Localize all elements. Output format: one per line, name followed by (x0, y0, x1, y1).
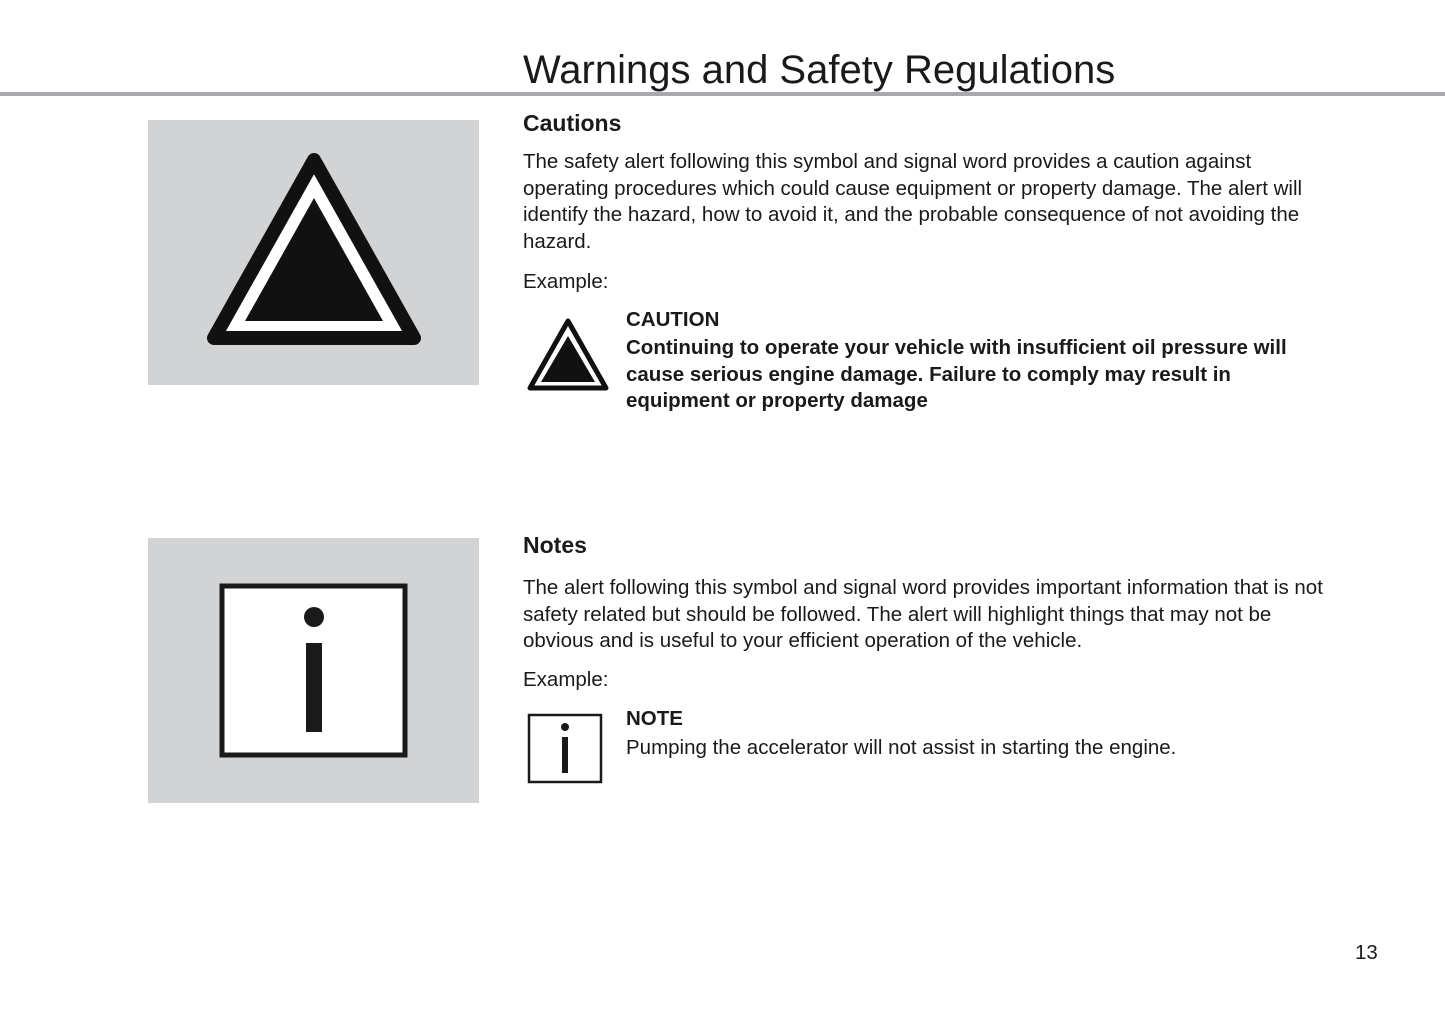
notes-heading: Notes (523, 532, 587, 558)
notes-example-label: Example: (523, 668, 609, 691)
information-icon (148, 538, 479, 803)
caution-example-text: Continuing to operate your vehicle with insufficient oil pressure will cause serious engine damage. Failure to comply may result in equipment or property damage (626, 336, 1287, 413)
notes-description: The alert following this symbol and signal word provides important information that is not safety related but should be followed. The alert will highlight things that may not be obvious and is useful to your efficient operation of the vehicle. (523, 576, 1323, 653)
title-divider (0, 92, 1445, 96)
cautions-example-label: Example: (523, 270, 609, 293)
cautions-description: The safety alert following this symbol and signal word provides a caution against operating procedures which could cause equipment or property damage. The alert will identify the hazard, how to avoid it, and the probable consequence of not avoiding the hazard. (523, 150, 1303, 254)
page-title: Warnings and Safety Regulations (523, 48, 1116, 92)
cautions-heading: Cautions (523, 110, 622, 136)
warning-triangle-icon (148, 120, 479, 385)
caution-signal-word: CAUTION (626, 308, 720, 331)
information-icon (524, 712, 604, 786)
note-example-text: Pumping the accelerator will not assist in starting the engine. (626, 736, 1177, 759)
warning-triangle-icon (524, 314, 612, 396)
note-signal-word: NOTE (626, 707, 683, 730)
page-number: 13 (1355, 941, 1378, 964)
caution-icon-panel (148, 120, 479, 385)
note-icon-panel (148, 538, 479, 803)
